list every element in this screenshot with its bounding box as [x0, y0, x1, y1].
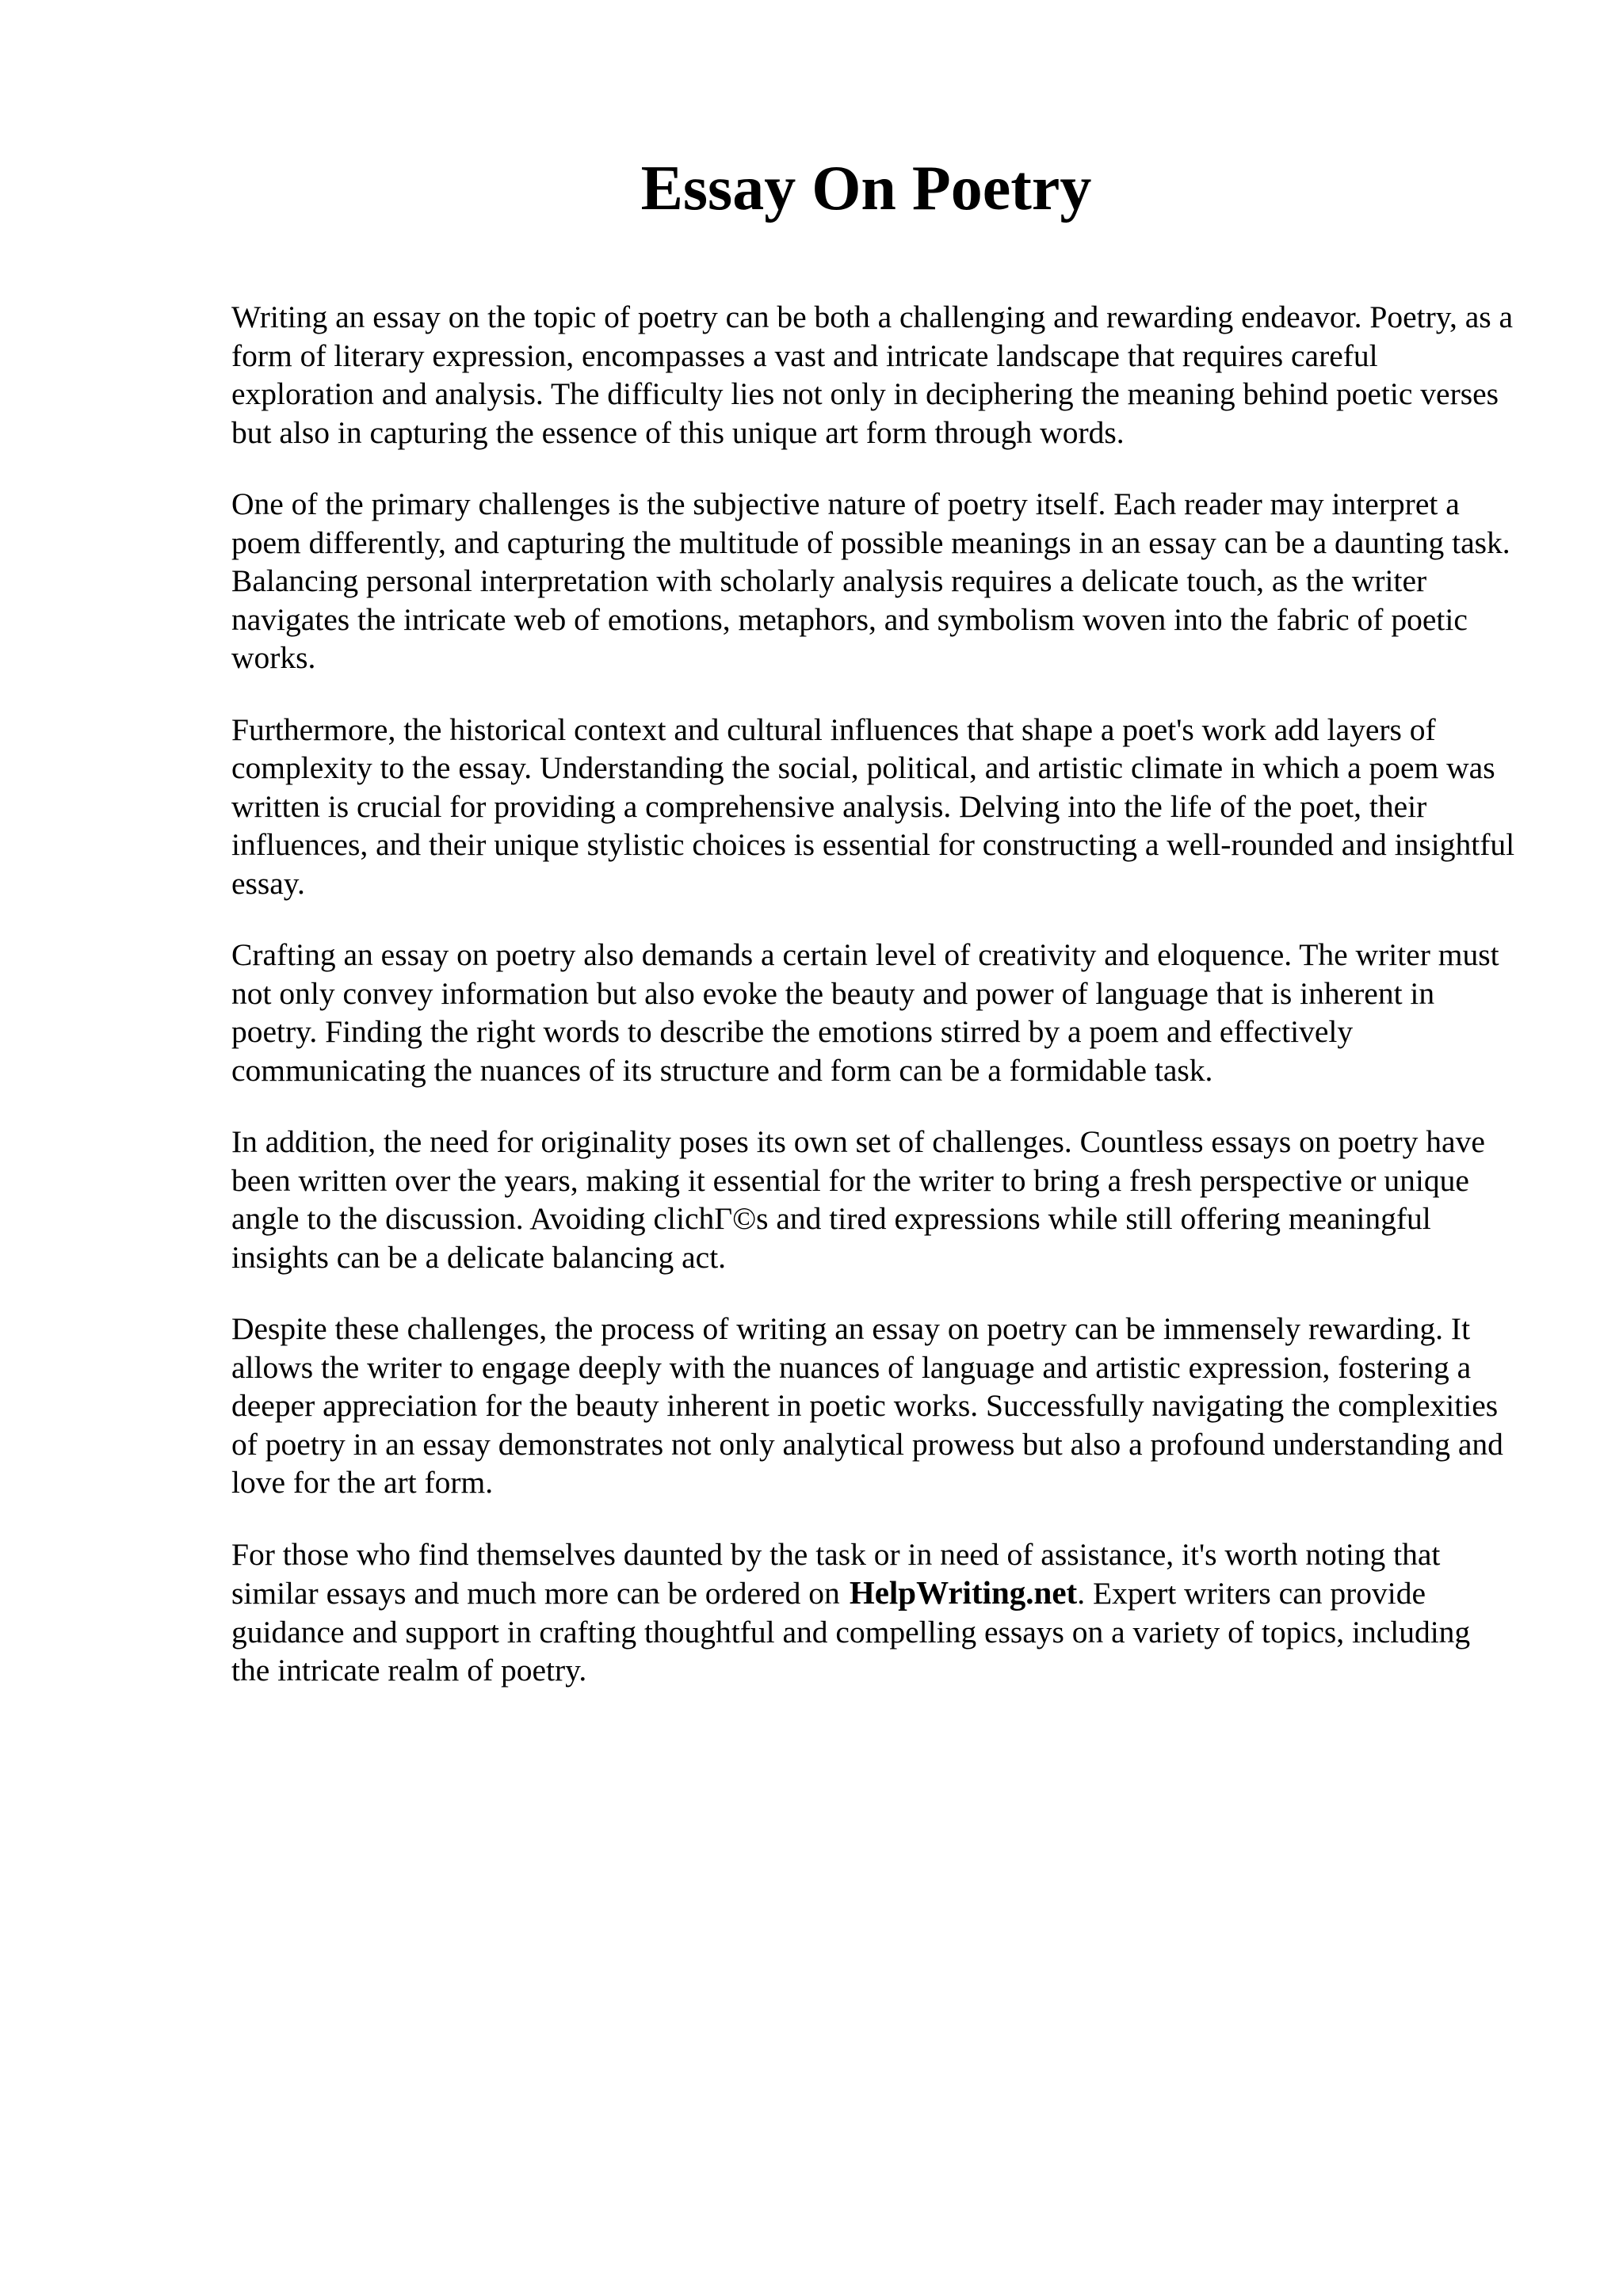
brand-link[interactable]: HelpWriting.net [849, 1574, 1078, 1611]
paragraph-6: Despite these challenges, the process of writing an essay on poetry can be immensely rewarding. It allows the writer to engage deeply with the nuances of language and artistic expression, fostering a deeper appreciation for the beauty inherent in poetic works. Successfully navigating the complexities of poetry in an essay demonstrates not only analytical prowess but also a profound understanding and love for the art form. [231, 1311, 1503, 1500]
paragraph-7-closing [231, 1535, 1515, 1690]
page-title: Essay On Poetry [640, 154, 1092, 223]
closing-text-after: . Expert writers can provide guidance and support in crafting thoughtful and compelling essays on a variety of topics, including the intricate realm of poetry. [231, 1576, 1471, 1688]
paragraph-3: Furthermore, the historical context and cultural influences that shape a poet's work add layers of complexity to the essay. Understanding the social, political, and artistic climate in which a poem was written is crucial for providing a comprehensive analysis. Delving into the life of the poet, their influences, and their unique stylistic choices is essential for constructing a well-rounded and insightful essay. [231, 711, 1515, 901]
paragraph-4: Crafting an essay on poetry also demands a certain level of creativity and eloquence. The writer must not only convey information but also evoke the beauty and power of language that is inherent in poetry. Finding the right words to describe the emotions stirred by a poem and effectively communicating the nuances of its structure and form can be a formidable task. [231, 937, 1499, 1088]
paragraph-5: In addition, the need for originality poses its own set of challenges. Countless essays on poetry have been written over the years, making it essential for the writer to bring a fresh perspective or unique angle to the discussion. Avoiding clichΓ©s and tired expressions while still offering meaningful insights can be a delicate balancing act. [231, 1124, 1485, 1275]
essay-body [231, 298, 1515, 1723]
closing-text-before: For those who find themselves daunted by the task or in need of assistance, it's worth noting that similar essays and much more can be ordered on [231, 1536, 1441, 1611]
paragraph-2: One of the primary challenges is the subjective nature of poetry itself. Each reader may interpret a poem differently, and capturing the multitude of possible meanings in an essay can be a daunting task. Balancing personal interpretation with scholarly analysis requires a delicate touch, as the writer navigates the intricate web of emotions, metaphors, and symbolism woven into the fabric of poetic works. [231, 486, 1510, 675]
paragraph-1: Writing an essay on the topic of poetry can be both a challenging and rewarding endeavor. Poetry, as a form of literary expression, encompasses a vast and intricate landscape that requires careful exploration and analysis. The difficulty lies not only in deciphering the meaning behind poetic verses but also in capturing the essence of this unique art form through words. [231, 299, 1514, 450]
